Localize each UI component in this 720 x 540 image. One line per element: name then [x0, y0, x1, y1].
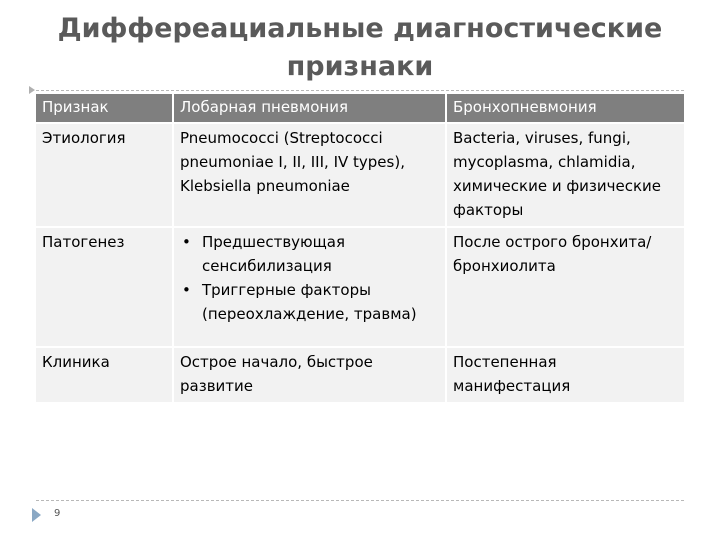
row-feature-pathogenesis: Патогенез — [36, 227, 173, 347]
footer-divider — [36, 500, 684, 501]
list-item — [180, 278, 439, 326]
cell-pathogenesis-lobar — [173, 227, 446, 347]
slide-title-line2: признаки — [286, 51, 434, 82]
triangle-marker-icon — [32, 508, 41, 522]
bullet-text: Предшествующая сенсибилизация — [202, 233, 346, 275]
cell-clinic-broncho: Постепенная манифестация — [446, 347, 684, 403]
pathogenesis-bullet-list — [180, 230, 439, 326]
header-feature: Признак — [36, 94, 173, 123]
cell-etiology-broncho: Bacteria, viruses, fungi, mycoplasma, chlamidia, химические и физические факторы — [446, 123, 684, 227]
cell-clinic-lobar: Острое начало, быстрое развитие — [173, 347, 446, 403]
row-feature-clinic: Клиника — [36, 347, 173, 403]
header-bronchopneumonia: Бронхопневмония — [446, 94, 684, 123]
slide-title-line1: Диффереациальные диагностические — [57, 13, 663, 44]
list-item — [180, 230, 439, 278]
bullet-text: Триггерные факторы (переохлаждение, травма) — [202, 281, 417, 323]
bullet-dot-icon: • — [182, 233, 191, 251]
title-divider — [36, 90, 684, 91]
table-row — [36, 347, 684, 403]
title-marker-icon — [29, 86, 35, 94]
cell-pathogenesis-broncho: После острого бронхита/ бронхиолита — [446, 227, 684, 347]
header-lobar-pneumonia: Лобарная пневмония — [173, 94, 446, 123]
slide-title — [0, 10, 720, 86]
page-number: 9 — [54, 508, 61, 519]
comparison-table — [36, 94, 684, 404]
bullet-dot-icon: • — [182, 281, 191, 299]
table-row — [36, 123, 684, 227]
table-row — [36, 227, 684, 347]
row-feature-etiology: Этиология — [36, 123, 173, 227]
table-header-row — [36, 94, 684, 123]
cell-etiology-lobar: Pneumococci (Streptococci pneumoniae I, II, III, IV types), Klebsiella pneumoniae — [173, 123, 446, 227]
